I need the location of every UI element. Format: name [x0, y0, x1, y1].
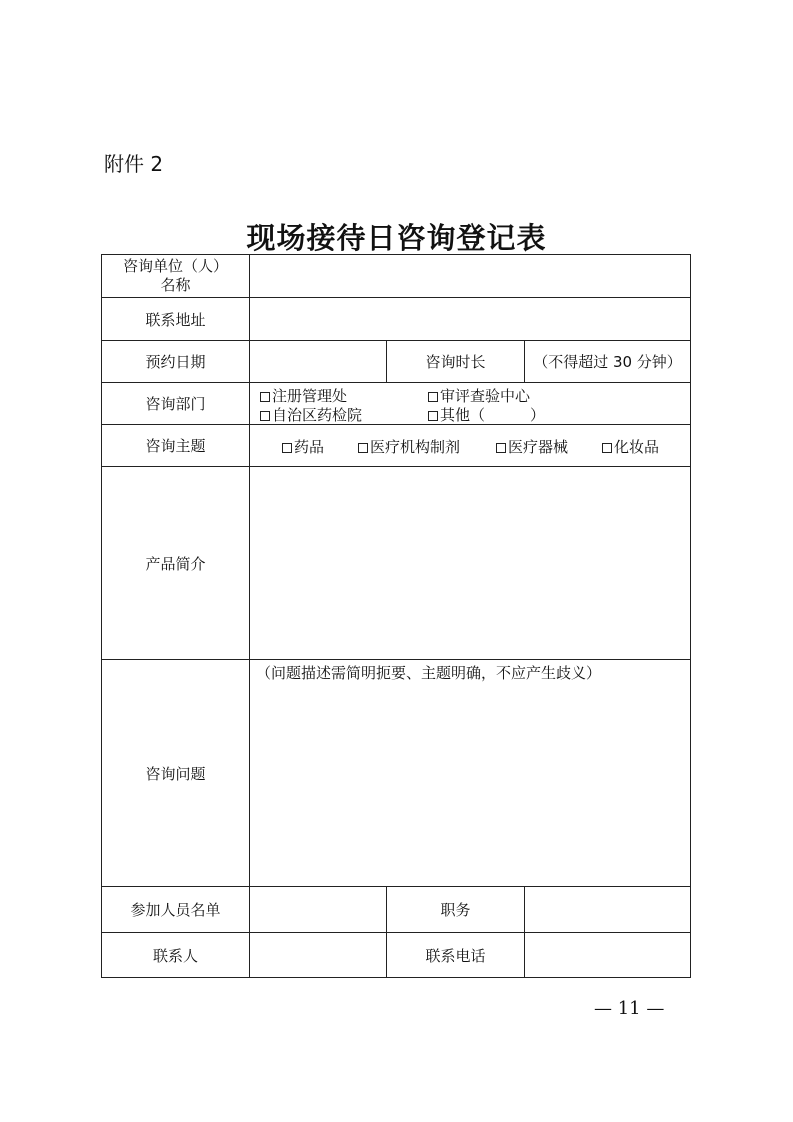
appointment-date-field[interactable] [250, 341, 386, 382]
topic-option-devices[interactable]: 医疗器械 [496, 436, 568, 457]
department-option-review-center[interactable]: 审评查验中心 [428, 385, 530, 406]
topic-label: 咨询主题 [145, 437, 206, 455]
contact-field[interactable] [250, 933, 386, 977]
form-title: 现场接待日咨询登记表 [246, 221, 547, 255]
duration-label: 咨询时长 [425, 353, 486, 371]
duration-note: （不得超过 30 分钟） [533, 353, 682, 371]
page-number: — 11 — [594, 998, 665, 1019]
department-option-registration[interactable]: 注册管理处 [260, 385, 347, 406]
question-field[interactable] [250, 660, 690, 886]
product-intro-label: 产品简介 [145, 554, 206, 573]
checkbox[interactable] [428, 411, 438, 421]
checkbox[interactable] [260, 392, 270, 402]
checkbox[interactable] [496, 443, 506, 453]
appointment-date-label: 预约日期 [145, 353, 206, 371]
phone-field[interactable] [525, 933, 690, 977]
unit-name-field[interactable] [250, 255, 690, 297]
unit-name-label-line2: 名称 [160, 276, 191, 294]
attachment-label: 附件 2 [104, 152, 164, 176]
address-field[interactable] [250, 298, 690, 340]
attendees-field[interactable] [250, 887, 386, 932]
unit-name-label-line1: 咨询单位（人） [122, 257, 228, 275]
contact-label: 联系人 [152, 946, 198, 965]
checkbox[interactable] [282, 443, 292, 453]
phone-label: 联系电话 [425, 946, 486, 965]
checkbox[interactable] [358, 443, 368, 453]
department-option-other[interactable]: 其他（ ） [428, 404, 545, 425]
registration-form-table [101, 254, 691, 978]
position-label: 职务 [440, 901, 471, 919]
topic-option-cosmetics[interactable]: 化妆品 [602, 436, 659, 457]
address-label: 联系地址 [145, 310, 206, 329]
topic-option-preparations[interactable]: 医疗机构制剂 [358, 436, 460, 457]
topic-options [250, 425, 690, 466]
topic-option-drugs[interactable]: 药品 [282, 436, 324, 457]
checkbox[interactable] [260, 411, 270, 421]
checkbox[interactable] [602, 443, 612, 453]
attendees-label: 参加人员名单 [130, 901, 221, 919]
department-options [250, 383, 690, 424]
department-option-drug-institute[interactable]: 自治区药检院 [260, 404, 362, 425]
unit-name-label [102, 255, 249, 297]
question-label: 咨询问题 [145, 764, 206, 783]
question-hint: （问题描述需简明扼要、主题明确，不应产生歧义） [256, 664, 602, 682]
product-intro-field[interactable] [250, 467, 690, 659]
department-label: 咨询部门 [145, 395, 206, 413]
position-field[interactable] [525, 887, 690, 932]
checkbox[interactable] [428, 392, 438, 402]
